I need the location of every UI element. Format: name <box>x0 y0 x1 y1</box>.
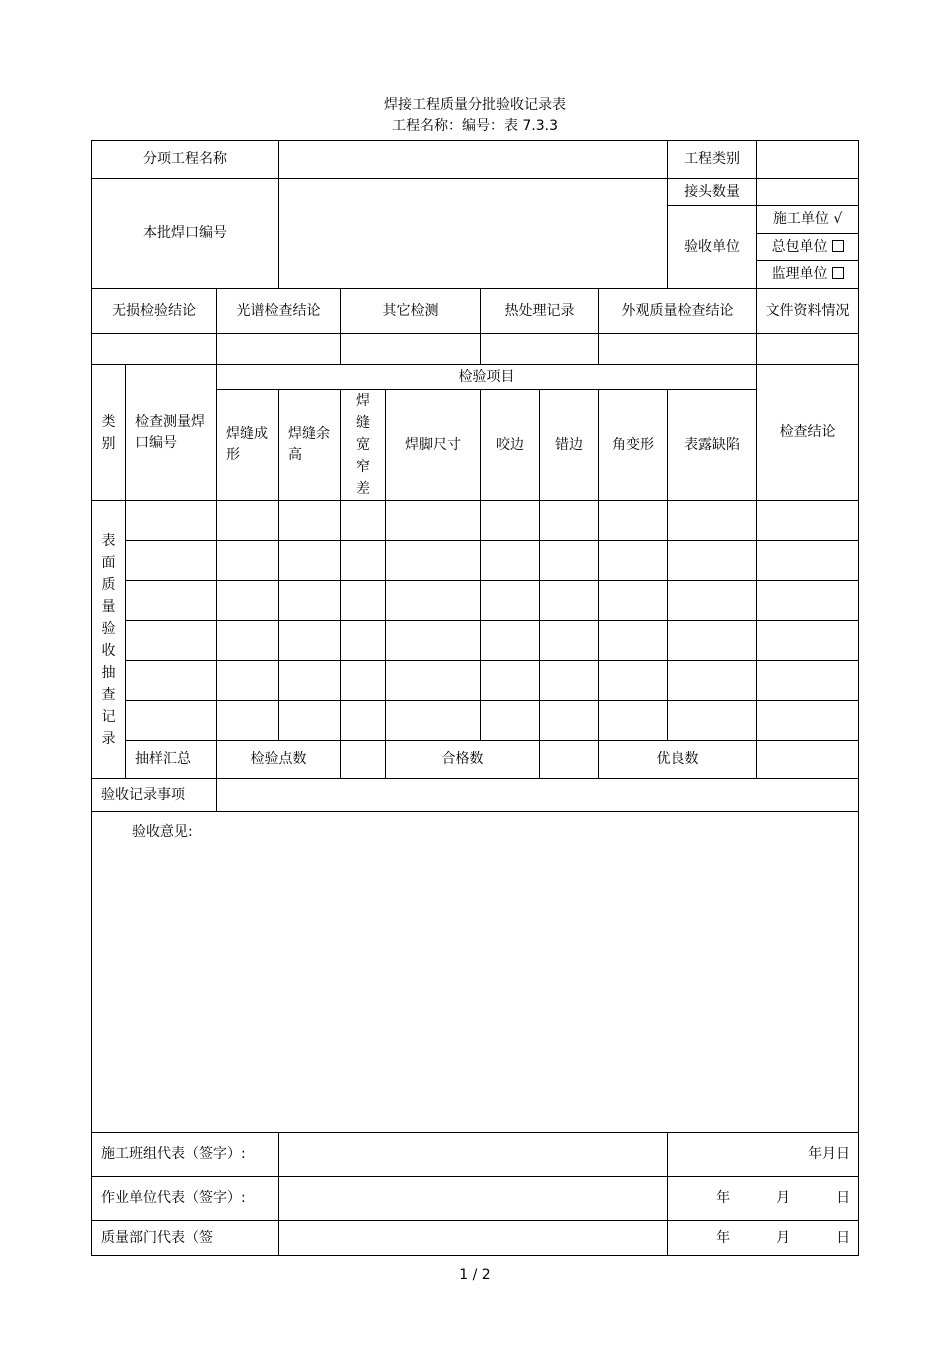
signature-label: 质量部门代表（签 <box>92 1221 279 1256</box>
signature-field[interactable] <box>279 1177 668 1221</box>
signature-label: 施工班组代表（签字）: <box>92 1133 279 1177</box>
unit-supervision[interactable] <box>757 261 859 289</box>
measure-weld-number-label: 检查测量焊口编号 <box>126 365 217 501</box>
acceptance-opinion-area[interactable] <box>92 812 859 1133</box>
record-cell[interactable] <box>217 541 279 581</box>
record-cell[interactable] <box>668 541 757 581</box>
surface-record-label: 表面质量验收抽查记录 <box>92 501 126 779</box>
record-cell[interactable] <box>668 501 757 541</box>
record-cell[interactable] <box>126 661 217 701</box>
record-cell[interactable] <box>126 581 217 621</box>
form-title: 焊接工程质量分批验收记录表 <box>384 97 566 113</box>
item-misalignment: 错边 <box>540 390 599 501</box>
record-cell[interactable] <box>279 541 341 581</box>
date-month: 月 <box>776 1190 791 1206</box>
record-cell[interactable] <box>757 701 859 741</box>
record-cell[interactable] <box>599 581 668 621</box>
date-month: 月 <box>776 1229 791 1246</box>
record-cell[interactable] <box>279 621 341 661</box>
signature-field[interactable] <box>279 1133 668 1177</box>
item-fillet-size: 焊脚尺寸 <box>386 390 481 501</box>
record-cell[interactable] <box>599 541 668 581</box>
acceptance-record-table <box>91 140 859 1256</box>
record-cell[interactable] <box>386 541 481 581</box>
record-cell[interactable] <box>481 581 540 621</box>
acceptance-opinion-label: 验收意见: <box>132 824 193 840</box>
checkbox-icon[interactable] <box>832 267 844 279</box>
date-year: 年 <box>716 1229 731 1246</box>
record-cell[interactable] <box>757 661 859 701</box>
record-cell[interactable] <box>668 701 757 741</box>
record-cell[interactable] <box>279 661 341 701</box>
heat-treatment-field[interactable] <box>481 334 599 365</box>
record-cell[interactable] <box>757 621 859 661</box>
page-indicator: 1 / 2 <box>459 1267 491 1283</box>
heat-treatment-label: 热处理记录 <box>481 289 599 334</box>
record-cell[interactable] <box>341 661 386 701</box>
signature-date[interactable]: 年月日 <box>668 1133 859 1177</box>
record-cell[interactable] <box>341 541 386 581</box>
item-angular-distortion: 角变形 <box>599 390 668 501</box>
qualified-count-field[interactable] <box>540 741 599 779</box>
record-cell[interactable] <box>540 501 599 541</box>
record-cell[interactable] <box>540 541 599 581</box>
record-cell[interactable] <box>757 581 859 621</box>
record-cell[interactable] <box>126 701 217 741</box>
joint-count-label: 接头数量 <box>668 179 757 206</box>
record-cell[interactable] <box>126 541 217 581</box>
unit-construction[interactable] <box>757 206 859 234</box>
acceptance-notes-label: 验收记录事项 <box>92 779 217 812</box>
record-cell[interactable] <box>599 621 668 661</box>
sampling-summary-label: 抽样汇总 <box>126 741 217 779</box>
unit-label: 监理单位 <box>771 266 828 282</box>
item-weld-width-diff: 焊缝宽窄差 <box>341 390 386 501</box>
record-cell[interactable] <box>668 621 757 661</box>
excellent-count-label: 优良数 <box>599 741 757 779</box>
record-cell[interactable] <box>126 501 217 541</box>
record-cell[interactable] <box>217 701 279 741</box>
signature-label: 作业单位代表（签字）: <box>92 1177 279 1221</box>
record-cell[interactable] <box>386 661 481 701</box>
record-cell[interactable] <box>540 581 599 621</box>
check-mark-icon[interactable]: √ <box>833 211 843 227</box>
record-cell[interactable] <box>126 621 217 661</box>
record-cell[interactable] <box>481 541 540 581</box>
record-cell[interactable] <box>386 701 481 741</box>
record-cell[interactable] <box>540 701 599 741</box>
unit-label: 总包单位 <box>771 238 828 255</box>
record-cell[interactable] <box>481 501 540 541</box>
record-cell[interactable] <box>540 621 599 661</box>
record-cell[interactable] <box>217 501 279 541</box>
record-cell[interactable] <box>481 661 540 701</box>
item-weld-reinforcement: 焊缝余高 <box>279 390 341 501</box>
record-cell[interactable] <box>279 581 341 621</box>
record-cell[interactable] <box>757 501 859 541</box>
appearance-conclusion-field[interactable] <box>599 334 757 365</box>
record-cell[interactable] <box>757 541 859 581</box>
qualified-count-label: 合格数 <box>386 741 540 779</box>
unit-general-contractor[interactable] <box>757 234 859 261</box>
signature-date[interactable] <box>668 1221 859 1256</box>
item-undercut: 咬边 <box>481 390 540 501</box>
batch-weld-number-label: 本批焊口编号 <box>92 179 279 289</box>
record-cell[interactable] <box>668 661 757 701</box>
documents-status-label: 文件资料情况 <box>757 289 859 334</box>
record-cell[interactable] <box>386 621 481 661</box>
project-category-field[interactable] <box>757 141 859 179</box>
record-cell[interactable] <box>386 501 481 541</box>
item-surface-defects: 表露缺陷 <box>668 390 757 501</box>
record-cell[interactable] <box>540 661 599 701</box>
appearance-conclusion-label: 外观质量检查结论 <box>599 289 757 334</box>
record-cell[interactable] <box>599 701 668 741</box>
batch-weld-number-field[interactable] <box>279 179 668 289</box>
form-subtitle: 工程名称：编号：表 7.3.3 <box>391 118 559 134</box>
other-tests-label: 其它检测 <box>341 289 481 334</box>
record-cell[interactable] <box>386 581 481 621</box>
record-cell[interactable] <box>481 701 540 741</box>
signature-date[interactable] <box>668 1177 859 1221</box>
ndt-conclusion-label: 无损检验结论 <box>92 289 217 334</box>
record-cell[interactable] <box>599 501 668 541</box>
check-points-label: 检验点数 <box>217 741 341 779</box>
date-day: 日 <box>836 1190 851 1206</box>
signature-field[interactable] <box>279 1221 668 1256</box>
record-cell[interactable] <box>279 701 341 741</box>
project-category-label: 工程类别 <box>668 141 757 179</box>
check-conclusion-label: 检查结论 <box>757 365 859 501</box>
joint-count-field[interactable] <box>757 179 859 206</box>
category-label: 类别 <box>92 365 126 501</box>
subproject-name-label: 分项工程名称 <box>92 141 279 179</box>
date-year: 年 <box>716 1190 731 1206</box>
record-cell[interactable] <box>341 501 386 541</box>
record-cell[interactable] <box>341 581 386 621</box>
ndt-conclusion-field[interactable] <box>92 334 217 365</box>
record-cell[interactable] <box>217 581 279 621</box>
check-points-field[interactable] <box>341 741 386 779</box>
acceptance-notes-field[interactable] <box>217 779 859 812</box>
record-cell[interactable] <box>341 701 386 741</box>
spectral-conclusion-field[interactable] <box>217 334 341 365</box>
inspection-items-label: 检验项目 <box>217 365 757 390</box>
excellent-count-field[interactable] <box>757 741 859 779</box>
documents-status-field[interactable] <box>757 334 859 365</box>
item-weld-forming: 焊缝成形 <box>217 390 279 501</box>
record-cell[interactable] <box>217 621 279 661</box>
date-day: 日 <box>836 1229 851 1246</box>
record-cell[interactable] <box>279 501 341 541</box>
record-cell[interactable] <box>341 621 386 661</box>
record-cell[interactable] <box>599 661 668 701</box>
checkbox-icon[interactable] <box>832 240 844 252</box>
acceptance-unit-label: 验收单位 <box>668 206 757 289</box>
subproject-name-field[interactable] <box>279 141 668 179</box>
unit-label: 施工单位 <box>772 211 829 227</box>
record-cell[interactable] <box>668 581 757 621</box>
record-cell[interactable] <box>481 621 540 661</box>
spectral-conclusion-label: 光谱检查结论 <box>217 289 341 334</box>
record-cell[interactable] <box>217 661 279 701</box>
other-tests-field[interactable] <box>341 334 481 365</box>
